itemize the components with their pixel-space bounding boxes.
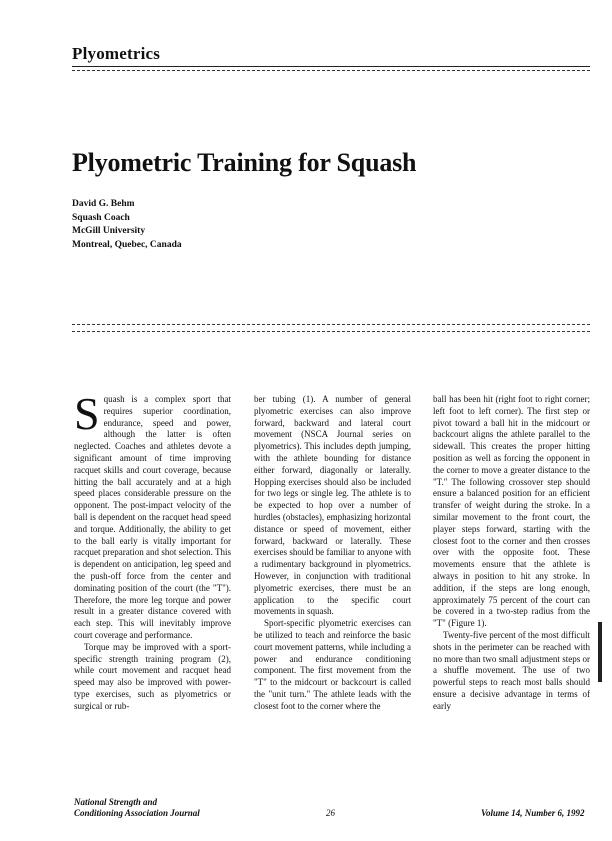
body-column-1 [74, 388, 231, 713]
drop-cap: S [74, 388, 100, 439]
section-divider-top [72, 324, 590, 325]
body-column-3 [433, 394, 590, 713]
footer-journal-line1: National Strength and [74, 797, 158, 807]
author-location: Montreal, Quebec, Canada [72, 239, 182, 250]
page-edge-mark [598, 622, 602, 682]
section-heading: Plyometrics [72, 44, 161, 63]
page-number: 26 [326, 808, 335, 818]
paragraph: Twenty-five percent of the most difficult shots in the perimeter can be reached with no more than two small adjustment steps or a shuffle movement. The use of two powerful steps to reach most balls should ensure a decisive advantage in terms of early [433, 629, 590, 711]
section-divider-bottom [72, 331, 590, 332]
header-dashed-rule [72, 70, 590, 71]
paragraph: ber tubing (1). A number of general plyometric exercises can also improve forward, backward and lateral court movement (NSCA Journal series on plyometrics). This includes depth jumping, with the athlete bounding for distance either forward, diagonally or laterally. Hopping exercises should also be included for two legs or single leg. The athlete is to be expected to hop over a number of hurdles (obstacles), emphasizing horizontal distance or speed of movement, either forward, backward or laterally. These exercises should be familiar to anyone with a rudimentary background in plyometrics. However, in conjunction with traditional plyometric exercises, there must be an application to the specific court movements in squash. [254, 394, 411, 617]
paragraph: Torque may be improved with a sport-specific strength training program (2), while court movement and racquet head speed may also be improved with power-type exercises, such as plyometrics or surgical or rub- [74, 641, 231, 711]
paragraph: Sport-specific plyometric exercises can be utilized to teach and reinforce the basic court movement patterns, while including a power and endurance conditioning component. The first movement from the "T" to the midcourt or backcourt is called the "unit turn." The athlete leads with the closest foot to the corner where the [254, 618, 411, 711]
author-role: Squash Coach [72, 212, 130, 223]
body-column-2 [254, 394, 411, 713]
author-block [72, 198, 182, 252]
author-institution: McGill University [72, 226, 146, 236]
author-name: David G. Behm [72, 199, 135, 209]
footer-journal-line2: Conditioning Association Journal [74, 808, 200, 818]
header-rule [72, 66, 590, 67]
paragraph: Squash is a complex sport that requires superior coordination, endurance, speed and power, although the latter is often neglected. Coaches and athletes devote a significant amount of time improving racquet skills and court coverage, because hitting the ball accurately and at a high speed places considerable pressure on the opponent. The post-impact velocity of the ball is dependent on the racquet head speed and torque. Additionally, the ability to get to the ball early is vitally important for racquet preparation and shot selection. This is dependent on anticipation, leg speed and the push-off force from the center and dominating position of the court (the "T"). Therefore, the more leg torque and power result in a greater distance covered with each step. This will inevitably improve court coverage and performance. [74, 388, 231, 640]
paragraph: ball has been hit (right foot to right corner; left foot to left corner). The first step or pivot toward a ball hit in the midcourt or backcourt aligns the athlete parallel to the sidewall. This creates the proper hitting position as well as forcing the opponent in the corner to move a greater distance to the "T." The following crossover step should ensure a balanced position for an efficient transfer of weight during the stroke. In a similar movement to the front court, the player steps forward, starting with the closest foot to the corner and then crosses over with the opposite foot. These movements ensure that the athlete is always in position to hit any stroke. In addition, if the steps are long enough, approximately 75 percent of the court can be covered in a two-step radius from the "T" (Figure 1). [433, 394, 590, 629]
article-title: Plyometric Training for Squash [72, 148, 417, 177]
footer-journal [74, 797, 200, 819]
footer-volume: Volume 14, Number 6, 1992 [481, 808, 585, 818]
